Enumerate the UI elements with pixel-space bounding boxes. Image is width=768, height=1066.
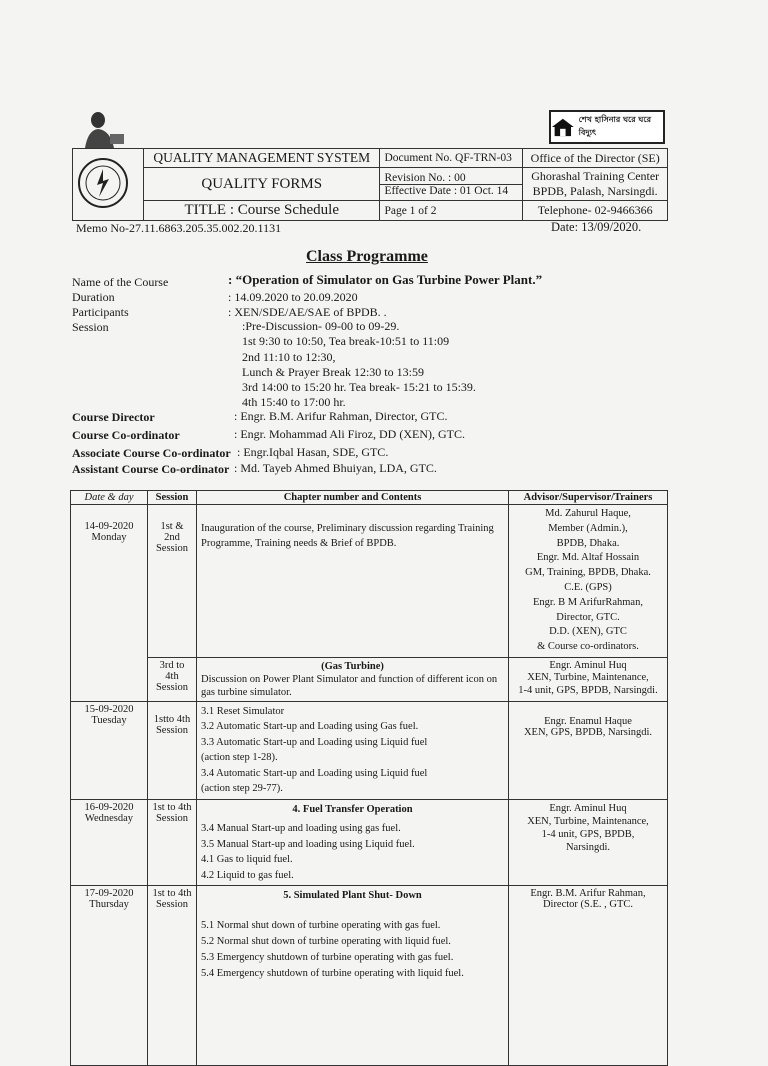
seal-cell	[73, 149, 144, 221]
session-cell: 1st to 4th Session	[148, 886, 197, 1066]
content-cell	[197, 886, 509, 1066]
session-line: 3rd 14:00 to 15:20 hr. Tea break- 15:21 to 15:39.	[242, 380, 476, 395]
trainer-cell	[509, 701, 668, 799]
row-day: Wednesday	[84, 812, 134, 824]
assistant-coordinator-label: Assistant Course Co-ordinator	[72, 462, 230, 476]
content-item: 5.3 Emergency shutdown of turbine operating with gas fuel.	[201, 952, 454, 964]
row-date: 17-09-2020	[84, 888, 134, 900]
document-header	[72, 148, 668, 221]
date-cell	[71, 505, 148, 702]
row-content: Discussion on Power Plant Simulator and function of different icon on gas turbine simulator.	[201, 673, 498, 698]
office-address-cell	[523, 168, 668, 201]
row-day: Monday	[91, 532, 127, 543]
content-item: 3.5 Manual Start-up and loading using Liquid fuel.	[201, 838, 415, 850]
table-header-row	[71, 491, 668, 505]
table-row	[71, 886, 668, 1066]
table-row	[71, 505, 668, 658]
office-line-3: BPDB, Palash, Narsingdi.	[532, 184, 658, 198]
course-director-value: : Engr. B.M. Arifur Rahman, Director, GTC.	[234, 409, 448, 423]
content-item: 3.1 Reset Simulator	[201, 705, 285, 717]
column-header: Chapter number and Contents	[197, 491, 509, 505]
participants-label: Participants	[72, 305, 129, 319]
row-session: 1st & 2nd Session	[155, 521, 189, 554]
date-cell	[71, 799, 148, 886]
date-cell	[71, 701, 148, 799]
trainer-line: 1-4 unit, GPS, BPDB, Narsingdi.	[518, 684, 658, 696]
trainer-line: GM, Training, BPDB, Dhaka.	[525, 567, 651, 579]
memo-date: Date: 13/09/2020.	[551, 220, 642, 234]
qms-label: QUALITY MANAGEMENT SYSTEM	[144, 149, 380, 168]
participants-value: : XEN/SDE/AE/SAE of BPDB. .	[228, 305, 387, 319]
office-line-1: Office of the Director (SE)	[523, 149, 668, 168]
session-cell	[148, 505, 197, 658]
trainer-line: Narsingdi.	[565, 841, 611, 853]
date-cell	[71, 886, 148, 1066]
session-line: :Pre-Discussion- 09-00 to 09-29.	[242, 319, 400, 333]
trainer-line: C.E. (GPS)	[564, 581, 612, 593]
page-title: Class Programme	[306, 248, 428, 265]
trainer-cell	[509, 657, 668, 701]
session-cell	[148, 701, 197, 799]
office-line-2: Ghorashal Training Center	[531, 169, 660, 183]
course-coordinator-label: Course Co-ordinator	[72, 428, 180, 442]
content-cell	[197, 657, 509, 701]
row-day: Tuesday	[91, 714, 127, 726]
bpdb-seal-icon	[77, 157, 129, 209]
duration-label: Duration	[72, 290, 115, 304]
trainer-line: XEN, Turbine, Maintenance,	[527, 672, 649, 684]
trainer-line: & Course co-ordinators.	[537, 641, 639, 653]
content-cell	[197, 505, 509, 658]
content-cell	[197, 701, 509, 799]
column-header: Date & day	[71, 491, 148, 505]
trainer-line: 1-4 unit, GPS, BPDB,	[541, 828, 635, 840]
document-number: Document No. QF-TRN-03	[380, 149, 523, 168]
revision-number: Revision No. : 00	[384, 171, 466, 184]
table-row	[71, 701, 668, 799]
content-item: 5.1 Normal shut down of turbine operating with gas fuel.	[201, 920, 441, 932]
associate-coordinator-value: : Engr.Iqbal Hasan, SDE, GTC.	[237, 445, 389, 459]
course-coordinator-value: : Engr. Mohammad Ali Firoz, DD (XEN), GTC.	[234, 427, 465, 441]
duration-value: : 14.09.2020 to 20.09.2020	[228, 290, 358, 304]
telephone: Telephone- 02-9466366	[523, 201, 668, 221]
portrait-icon	[80, 110, 126, 148]
schedule-table	[70, 490, 668, 1066]
content-item: 5.4 Emergency shutdown of turbine operating with liquid fuel.	[201, 968, 464, 980]
content-cell	[197, 799, 509, 886]
content-item: 4.2 Liquid to gas fuel.	[201, 869, 294, 881]
column-header: Advisor/Supervisor/Trainers	[509, 491, 668, 505]
trainer-line: Engr. B M ArifurRahman,	[533, 596, 643, 608]
trainer-line: Md. Zahurul Haque,	[545, 508, 631, 519]
row-date: 15-09-2020	[84, 703, 134, 715]
row-date: 16-09-2020	[84, 801, 134, 813]
session-line: Lunch & Prayer Break 12:30 to 13:59	[242, 364, 424, 379]
session-times	[242, 319, 476, 411]
content-item: 3.2 Automatic Start-up and Loading using Gas fuel.	[201, 721, 419, 733]
content-item: 3.3 Automatic Start-up and Loading using Liquid fuel	[201, 736, 428, 748]
form-title: TITLE : Course Schedule	[144, 201, 380, 221]
trainer-cell	[509, 799, 668, 886]
content-item: 3.4 Automatic Start-up and Loading using Liquid fuel	[201, 767, 428, 779]
trainer-cell	[509, 505, 668, 658]
course-name-value: : “Operation of Simulator on Gas Turbine Power Plant.”	[228, 272, 543, 287]
session-line: 4th 15:40 to 17:00 hr.	[242, 395, 346, 410]
session-line: 2nd 11:10 to 12:30,	[242, 349, 336, 364]
revision-effective-cell	[380, 168, 523, 201]
row-content: Inauguration of the course, Preliminary discussion regarding Training Programme, Training needs & Brief of BPDB.	[201, 523, 494, 549]
row-title: 5. Simulated Plant Shut- Down	[283, 890, 422, 902]
row-title: (Gas Turbine)	[321, 660, 384, 672]
content-item: 5.2 Normal shut down of turbine operating with liquid fuel.	[201, 936, 451, 948]
trainer-line: Engr. Md. Altaf Hossain	[536, 552, 640, 564]
brand-logo-text: শেখ হাসিনার ঘরে ঘরে বিদ্যুৎ	[578, 115, 651, 137]
brand-logo	[549, 110, 665, 144]
associate-coordinator-label: Associate Course Co-ordinator	[72, 446, 231, 460]
content-item: (action step 29-77).	[201, 783, 283, 795]
table-row	[71, 657, 668, 701]
trainer-line: D.D. (XEN), GTC	[549, 626, 627, 638]
trainer-cell	[509, 886, 668, 1066]
session-cell: 1st to 4th Session	[148, 799, 197, 886]
session-label: Session	[72, 320, 109, 334]
page-number: Page 1 of 2	[380, 201, 523, 221]
trainer-line: Director (S.E. , GTC.	[542, 899, 634, 911]
effective-date: Effective Date : 01 Oct. 14	[380, 184, 522, 197]
trainer-line: BPDB, Dhaka.	[556, 537, 620, 549]
trainer-line: Engr. Aminul Huq	[549, 659, 627, 671]
row-date: 14-09-2020	[84, 521, 134, 532]
table-row	[71, 799, 668, 886]
content-item: 3.4 Manual Start-up and loading using gas fuel.	[201, 823, 401, 835]
row-session: 1stto 4th Session	[153, 713, 191, 736]
trainer-line: Engr. B.M. Arifur Rahman,	[530, 888, 646, 900]
course-name-label: Name of the Course	[72, 275, 169, 289]
trainer-line: Engr. Aminul Huq	[549, 802, 627, 814]
session-line: 1st 9:30 to 10:50, Tea break-10:51 to 11:09	[242, 334, 450, 349]
assistant-coordinator-value: : Md. Tayeb Ahmed Bhuiyan, LDA, GTC.	[234, 461, 437, 475]
content-item: 4.1 Gas to liquid fuel.	[201, 854, 293, 866]
trainer-line: XEN, GPS, BPDB, Narsingdi.	[523, 726, 653, 738]
memo-number: Memo No-27.11.6863.205.35.002.20.1131	[76, 221, 282, 235]
column-header: Session	[148, 491, 197, 505]
quality-forms-label: QUALITY FORMS	[144, 168, 380, 201]
trainer-line: Engr. Enamul Haque	[544, 715, 632, 727]
trainer-line: Member (Admin.),	[548, 522, 628, 534]
row-title: 4. Fuel Transfer Operation	[292, 803, 413, 815]
house-icon	[551, 116, 575, 138]
content-item: (action step 1-28).	[201, 752, 278, 764]
course-director-label: Course Director	[72, 410, 155, 424]
row-day: Thursday	[89, 899, 129, 911]
trainer-line: Director, GTC.	[556, 611, 620, 623]
trainer-line: XEN, Turbine, Maintenance,	[527, 815, 649, 827]
session-cell: 3rd to 4th Session	[148, 657, 197, 701]
